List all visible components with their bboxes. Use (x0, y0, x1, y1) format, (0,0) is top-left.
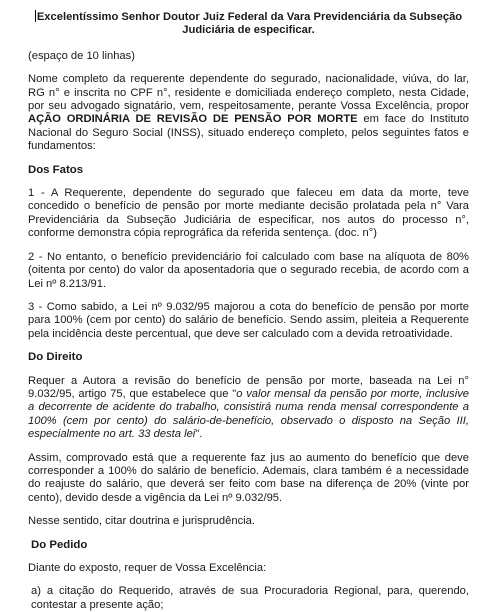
title-suffix: Vara Previdenciária da Subseção (286, 11, 463, 23)
title-line-2: Judiciária de especificar. (182, 24, 315, 37)
document-title (28, 10, 469, 38)
fatos-paragraph-3: 3 - Como sabido, a Lei nº 9.032/95 majorou a cota do benefício de pensão por morte para 100% (cem por cento) do salário de benefício. Sendo assim, pleiteia a Requerente pela incidência deste percentual, que deve ser calculado com a devida retroatividade. (28, 300, 469, 340)
law-quote: o valor mensal da pensão por morte, inclusive a decorrente de acidente do trabalho, consistirá numa renda mensal correspondente a 100% (cem por cento) do salário-de-benefício, observado o disposto na Seção III, especialmente no art. 33 desta lei (28, 387, 470, 441)
quote-end: ". (195, 428, 203, 441)
intro-paragraph (28, 73, 469, 153)
fatos-paragraph-2: 2 - No entanto, o benefício previdenciário foi calculado com base na alíquota de 80% (oitenta por cento) do valor da aposentadoria que o segurado recebia, de acordo com a Lei nº 8.213/91. (28, 250, 469, 290)
intro-text-1: Nome completo da requerente dependente do segurado, nacionalidade, viúva, do lar, RG n° e inscrita no CPF n°, residente e domiciliada endereço completo, nesta Cidade, por seu advogado signatário, vem, respeitosamente, perante Vossa Excelência, propor (28, 73, 469, 113)
text-cursor (35, 10, 36, 22)
section-heading-fatos: Dos Fatos (28, 163, 84, 176)
action-name: AÇÃO ORDINÁRIA DE REVISÃO DE PENSÃO POR MORTE (28, 113, 358, 126)
direito-paragraph-1 (28, 375, 469, 442)
pedido-paragraph-1: Diante do exposto, requer de Vossa Excelência: (28, 562, 267, 574)
direito-paragraph-3: Nesse sentido, citar doutrina e jurisprudência. (28, 515, 255, 528)
pedido-item-a: a) a citação do Requerido, através de sua Procuradoria Regional, para, querendo, contestar a presente ação; (31, 585, 469, 611)
section-heading-direito: Do Direito (28, 351, 83, 364)
section-heading-pedido: Do Pedido (31, 538, 88, 551)
direito-text: Requer a Autora a revisão do benefício de pensão por morte, baseada na Lei n° 9.032/95, artigo 75, que estabelece que " (28, 374, 469, 400)
spacing-note: (espaço de 10 linhas) (28, 49, 135, 62)
title-prefix: Excelentíssimo Senhor Doutor Juiz Federal da (36, 11, 284, 23)
intro-text-2: em face do Instituto Nacional do Seguro Social (INSS), situado endereço completo, pelos seguintes fatos e fundamentos: (28, 113, 470, 153)
fatos-paragraph-1: 1 - A Requerente, dependente do segurado que faleceu em data da morte, teve concedido o benefício de pensão por morte mediante decisão prolatada pela n° Vara Previdenciária da Subseção Judiciária de especificar, nos autos do processo n°, conforme demonstra cópia reprográfica da referida sentença. (doc. n°) (28, 187, 469, 240)
direito-paragraph-2: Assim, comprovado está que a requerente faz jus ao aumento do benefício que deve corresponder a 100% do salário de benefício. Ademais, clara também é a necessidade do reajuste do salário, que deverá ser feito com base na diferença de 20% (vinte por cento), devido desde a vigência da Lei nº 9.032/95. (28, 451, 469, 504)
